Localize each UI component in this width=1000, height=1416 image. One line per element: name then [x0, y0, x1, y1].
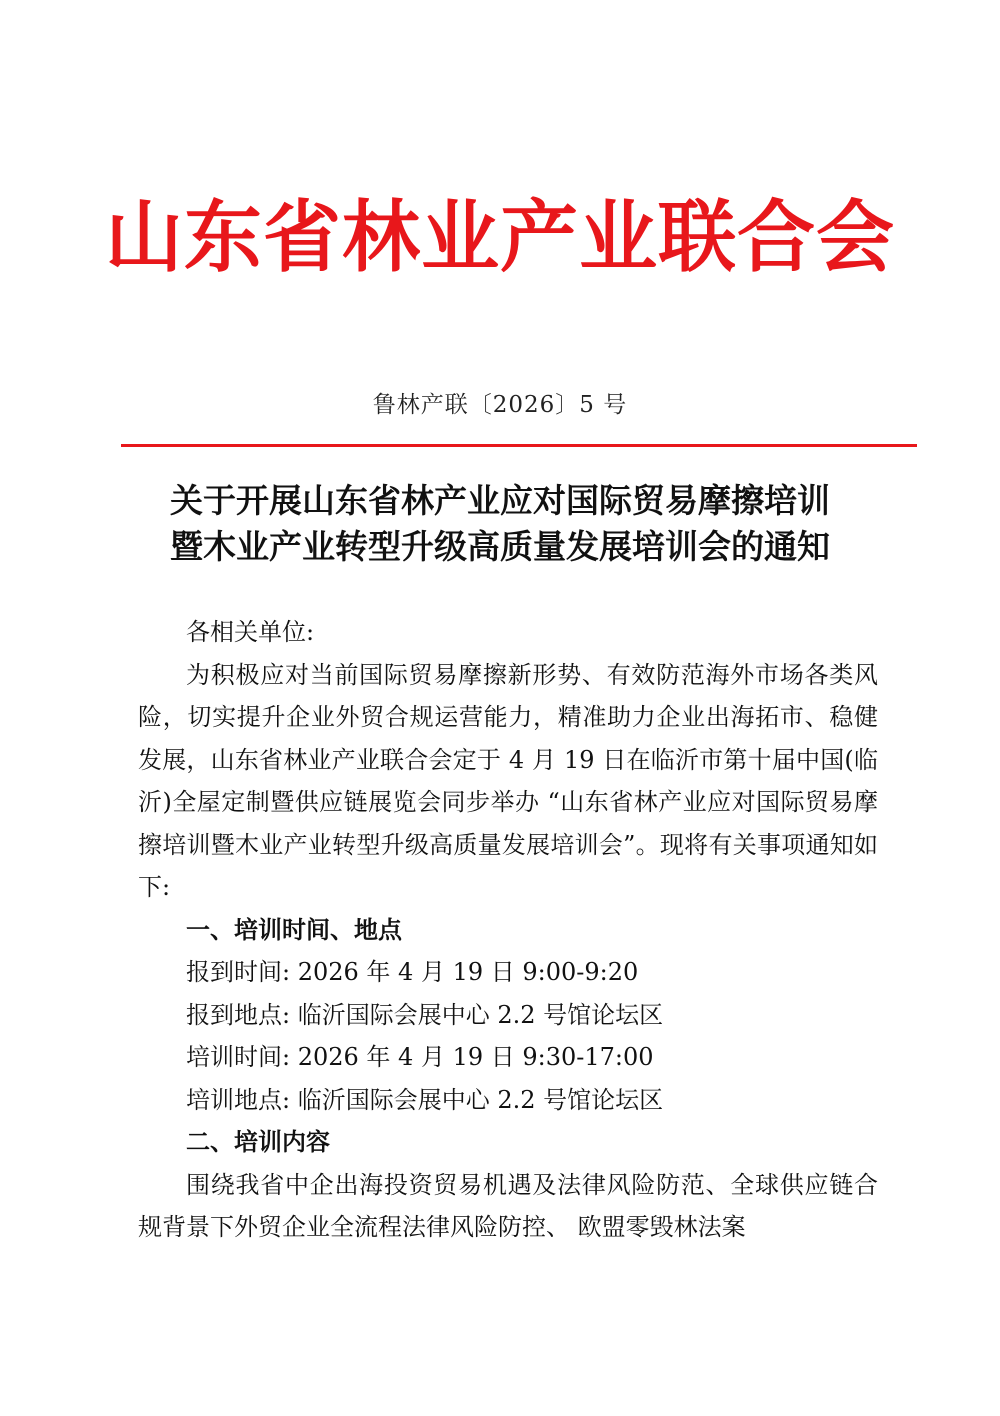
document-title-line-2: 暨木业产业转型升级高质量发展培训会的通知 [170, 527, 830, 566]
intro-paragraph: 为积极应对当前国际贸易摩擦新形势、有效防范海外市场各类风险，切实提升企业外贸合规运营能力，精准助力企业出海拓市、稳健发展，山东省林业产业联合会定于 4 月 19 日在临沂市第十届中国(临沂)全屋定制暨供应链展览会同步举办 “山东省林产业应对国际贸易摩擦培训暨木业产业转型升级高质量发展培训会”。现将有关事项通知如下: [138, 660, 878, 901]
training-time: 培训时间: 2026 年 4 月 19 日 9:30-17:00 [186, 1043, 654, 1071]
document-number: 鲁林产联〔2026〕5 号 [372, 392, 628, 418]
document-title-line-1: 关于开展山东省林产业应对国际贸易摩擦培训 [170, 481, 830, 520]
section-heading-time-location: 一、培训时间、地点 [186, 915, 402, 944]
red-divider-line [121, 444, 917, 447]
organization-header: 山东省林业产业联合会 [104, 193, 895, 283]
checkin-location: 报到地点: 临沂国际会展中心 2.2 号馆论坛区 [186, 1000, 664, 1029]
content-paragraph: 围绕我省中企出海投资贸易机遇及法律风险防范、全球供应链合规背景下外贸企业全流程法律风险防控、 欧盟零毁林法案 [138, 1170, 878, 1241]
section-heading-content: 二、培训内容 [186, 1128, 330, 1156]
checkin-time: 报到时间: 2026 年 4 月 19 日 9:00-9:20 [186, 958, 639, 986]
salutation: 各相关单位: [186, 618, 315, 646]
training-location: 培训地点: 临沂国际会展中心 2.2 号馆论坛区 [186, 1085, 664, 1114]
document-title [100, 478, 900, 570]
document-body [138, 611, 878, 1249]
